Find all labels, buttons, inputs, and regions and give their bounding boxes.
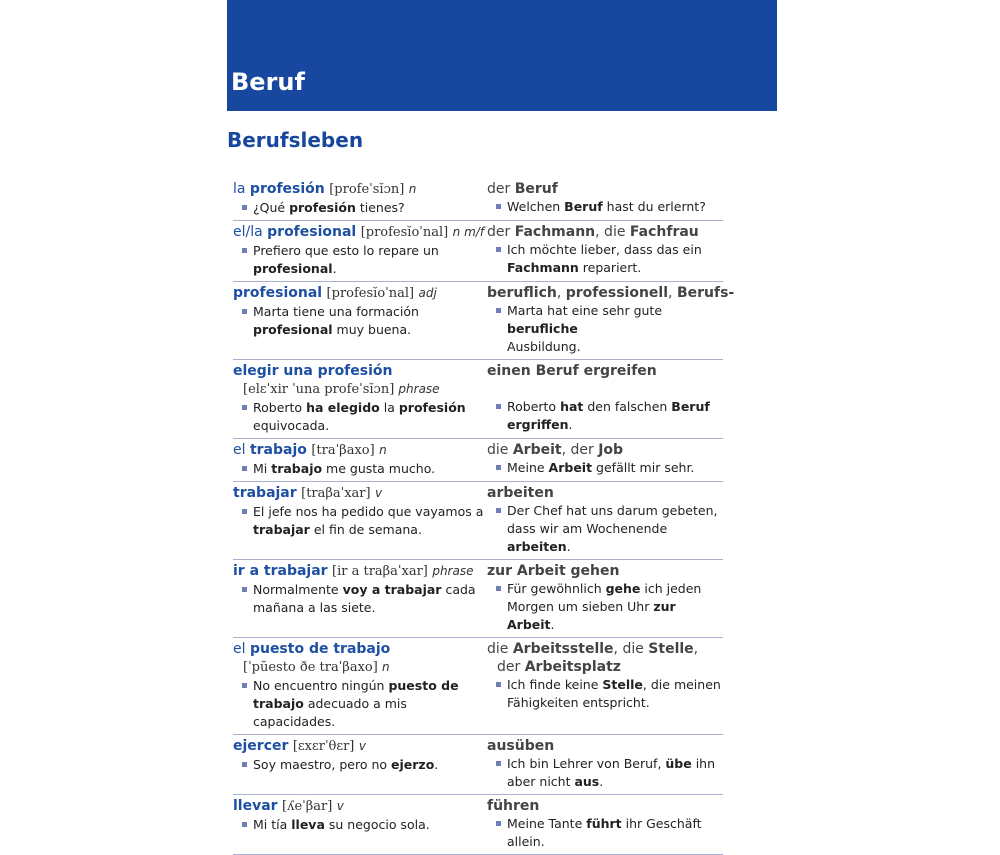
translation-text: der bbox=[487, 181, 515, 197]
spanish-column bbox=[233, 737, 487, 791]
german-column bbox=[487, 484, 723, 556]
translation-word: Beruf bbox=[514, 181, 558, 197]
german-column bbox=[487, 362, 723, 435]
example-text: Marta tiene una formación bbox=[253, 304, 419, 319]
example-keyword: trabajar bbox=[253, 522, 310, 537]
example-text: No encuentro ningún bbox=[253, 678, 389, 693]
example-text: tienes? bbox=[355, 200, 405, 215]
example-text: Für gewöhnlich bbox=[507, 581, 606, 596]
translation-indent bbox=[487, 659, 621, 675]
spanish-column bbox=[233, 223, 487, 278]
example-text: Mi tía bbox=[253, 817, 292, 832]
article: el/la bbox=[233, 224, 268, 240]
translation-text: die bbox=[487, 641, 513, 657]
german-example bbox=[487, 580, 723, 634]
headword-line bbox=[233, 362, 487, 380]
pronunciation: [profesĭoˈnal] bbox=[326, 286, 415, 301]
example-text: den falschen bbox=[583, 399, 672, 414]
spanish-example bbox=[233, 677, 487, 731]
example-text: Der Chef hat uns darum gebeten, bbox=[507, 503, 718, 518]
headword: llevar bbox=[233, 798, 278, 814]
example-keyword: führt bbox=[586, 816, 622, 831]
headword: profesional bbox=[267, 224, 357, 240]
headword-line bbox=[233, 441, 487, 460]
german-column bbox=[487, 737, 723, 791]
headword: puesto de trabajo bbox=[249, 641, 391, 657]
headword-line bbox=[233, 180, 487, 199]
dictionary-entry bbox=[233, 795, 723, 855]
headword: trabajo bbox=[249, 442, 307, 458]
article: el bbox=[233, 641, 250, 657]
pronunciation: [ˈpŭesto ðe traˈβaxo] bbox=[243, 660, 378, 675]
translation-line bbox=[487, 737, 723, 755]
spanish-column bbox=[233, 484, 487, 556]
headword-line bbox=[233, 484, 487, 503]
chapter-banner bbox=[227, 0, 777, 111]
german-example bbox=[487, 198, 723, 216]
spanish-column bbox=[233, 640, 487, 731]
german-example bbox=[487, 459, 723, 477]
example-keyword: profesional bbox=[253, 322, 333, 337]
example-text: capacidades. bbox=[253, 714, 336, 729]
headword: trabajar bbox=[233, 485, 297, 501]
example-keyword: gehe bbox=[605, 581, 641, 596]
translation-line bbox=[487, 484, 723, 502]
example-text: muy buena. bbox=[332, 322, 412, 337]
example-text: gefällt mir sehr. bbox=[592, 460, 695, 475]
section-title: Berufsleben bbox=[227, 128, 364, 152]
example-text: , die meinen bbox=[642, 677, 721, 692]
translation-line bbox=[487, 658, 723, 676]
translation-text: , bbox=[668, 285, 677, 301]
example-keyword: aus bbox=[574, 774, 600, 789]
headword: elegir una profesión bbox=[233, 363, 393, 379]
translation-word: Arbeitsplatz bbox=[524, 659, 621, 675]
translation-line bbox=[487, 223, 723, 241]
example-text: Mi bbox=[253, 461, 272, 476]
example-text: ihn bbox=[691, 756, 716, 771]
translation-text: die bbox=[487, 442, 513, 458]
example-keyword: ha elegido bbox=[306, 400, 380, 415]
dictionary-entry bbox=[233, 735, 723, 795]
example-keyword: ergriffen bbox=[507, 417, 569, 432]
part-of-speech: n m/f bbox=[452, 225, 485, 239]
dictionary-entry bbox=[233, 360, 723, 439]
dictionary-entry bbox=[233, 560, 723, 638]
example-text: equivocada. bbox=[253, 418, 330, 433]
translation-text: , die bbox=[613, 641, 649, 657]
part-of-speech: v bbox=[336, 799, 344, 813]
translation-word: ausüben bbox=[487, 738, 555, 754]
example-text: Meine Tante bbox=[507, 816, 587, 831]
spanish-example bbox=[233, 199, 487, 217]
example-keyword: trabajo bbox=[253, 696, 304, 711]
example-keyword: zur Arbeit bbox=[507, 599, 676, 632]
example-text: Roberto bbox=[253, 400, 307, 415]
pronunciation: [profeˈsĭɔn] bbox=[329, 182, 405, 197]
part-of-speech: phrase bbox=[398, 382, 440, 396]
spanish-column bbox=[233, 797, 487, 851]
example-text: me gusta mucho. bbox=[322, 461, 436, 476]
example-text: . bbox=[434, 757, 439, 772]
example-text: Soy maestro, pero no bbox=[253, 757, 392, 772]
translation-word: zur Arbeit gehen bbox=[487, 563, 620, 579]
example-text: Ausbildung. bbox=[507, 339, 581, 354]
example-text: Fähigkeiten entspricht. bbox=[507, 695, 650, 710]
example-text: allein. bbox=[507, 834, 545, 849]
translation-word: Arbeitsstelle bbox=[512, 641, 614, 657]
example-keyword: arbeiten bbox=[507, 539, 567, 554]
example-text: adecuado a mis bbox=[303, 696, 407, 711]
german-column bbox=[487, 180, 723, 217]
translation-text: , die bbox=[595, 224, 630, 240]
example-text: la bbox=[379, 400, 399, 415]
headword: ir a trabajar bbox=[233, 563, 328, 579]
translation-word: Fachmann bbox=[514, 224, 596, 240]
translation-text: der bbox=[497, 659, 525, 675]
example-text: cada bbox=[441, 582, 476, 597]
spanish-example bbox=[233, 581, 487, 617]
pronunciation: [traβaˈxar] bbox=[301, 486, 371, 501]
spanish-example bbox=[233, 399, 487, 435]
pronunciation: [ɛxɛrˈθɛr] bbox=[292, 739, 355, 754]
pronunciation: [elɛˈxir ˈuna profeˈsĭɔn] bbox=[243, 382, 395, 397]
spanish-example bbox=[233, 503, 487, 539]
example-keyword: voy a trabajar bbox=[342, 582, 442, 597]
translation-line bbox=[487, 640, 723, 658]
german-column bbox=[487, 562, 723, 634]
example-keyword: Arbeit bbox=[548, 460, 593, 475]
example-keyword: Beruf bbox=[671, 399, 710, 414]
spanish-example bbox=[233, 242, 487, 278]
example-text: ¿Qué bbox=[253, 200, 290, 215]
example-text: Welchen bbox=[507, 199, 565, 214]
spanish-example bbox=[233, 816, 487, 834]
headword-line bbox=[233, 562, 487, 581]
dictionary-entry bbox=[233, 178, 723, 221]
example-text: Meine bbox=[507, 460, 549, 475]
dictionary-page bbox=[227, 0, 777, 849]
example-keyword: Fachmann bbox=[507, 260, 579, 275]
german-example bbox=[487, 302, 723, 356]
pronunciation: [profesĭoˈnal] bbox=[360, 225, 449, 240]
spanish-column bbox=[233, 284, 487, 356]
part-of-speech: v bbox=[358, 739, 366, 753]
example-text: su negocio sola. bbox=[324, 817, 430, 832]
example-text: ihr Geschäft bbox=[621, 816, 702, 831]
dictionary-entry bbox=[233, 482, 723, 560]
spanish-column bbox=[233, 441, 487, 478]
translation-line bbox=[487, 284, 735, 302]
pronunciation: [ir a traβaˈxar] bbox=[332, 564, 428, 579]
example-text: El jefe nos ha pedido que vayamos a bbox=[253, 504, 484, 519]
example-text: el fin de semana. bbox=[309, 522, 422, 537]
dictionary-entry bbox=[233, 282, 735, 360]
spanish-column bbox=[233, 562, 487, 634]
example-keyword: profesión bbox=[398, 400, 466, 415]
german-column bbox=[487, 284, 735, 356]
translation-line bbox=[487, 441, 723, 459]
headword: profesión bbox=[249, 181, 325, 197]
headword: ejercer bbox=[233, 738, 289, 754]
example-text: . bbox=[566, 539, 571, 554]
german-example bbox=[487, 398, 723, 434]
german-column bbox=[487, 640, 723, 731]
example-text: hast du erlernt? bbox=[602, 199, 706, 214]
german-column bbox=[487, 441, 723, 478]
example-keyword: profesión bbox=[289, 200, 356, 215]
part-of-speech: v bbox=[375, 486, 383, 500]
translation-word: Job bbox=[598, 442, 624, 458]
spanish-column bbox=[233, 362, 487, 435]
example-keyword: lleva bbox=[291, 817, 325, 832]
spanish-example bbox=[233, 303, 487, 339]
example-keyword: trabajo bbox=[271, 461, 323, 476]
example-text: Prefiero que esto lo repare un bbox=[253, 243, 439, 258]
translation-word: arbeiten bbox=[487, 485, 554, 501]
chapter-title: Beruf bbox=[231, 68, 305, 96]
example-text: Normalmente bbox=[253, 582, 343, 597]
spanish-column bbox=[233, 180, 487, 217]
example-keyword: hat bbox=[560, 399, 584, 414]
translation-text: der bbox=[487, 224, 515, 240]
example-text: Roberto bbox=[507, 399, 561, 414]
example-text: Ich möchte lieber, dass das ein bbox=[507, 242, 702, 257]
example-keyword: übe bbox=[665, 756, 692, 771]
german-example bbox=[487, 502, 723, 556]
entry-list bbox=[233, 178, 735, 855]
headword-line bbox=[233, 737, 487, 756]
translation-word: Stelle bbox=[648, 641, 694, 657]
example-keyword: berufliche bbox=[507, 321, 578, 336]
headword: profesional bbox=[233, 285, 323, 301]
example-text: Marta hat eine sehr gute bbox=[507, 303, 663, 318]
part-of-speech: phrase bbox=[432, 564, 474, 578]
example-text: . bbox=[332, 261, 337, 276]
translation-line bbox=[487, 180, 723, 198]
example-keyword: Beruf bbox=[564, 199, 603, 214]
article: la bbox=[233, 181, 250, 197]
part-of-speech: n bbox=[379, 443, 387, 457]
example-text: . bbox=[568, 417, 573, 432]
dictionary-entry bbox=[233, 221, 723, 282]
translation-word: professionell bbox=[565, 285, 669, 301]
translation-word: führen bbox=[487, 798, 540, 814]
article: el bbox=[233, 442, 250, 458]
german-example bbox=[487, 755, 723, 791]
part-of-speech: n bbox=[381, 660, 390, 674]
example-text: . bbox=[599, 774, 604, 789]
headword-line bbox=[233, 223, 487, 242]
german-example bbox=[487, 676, 723, 712]
example-keyword: ejerzo bbox=[391, 757, 435, 772]
dictionary-entry bbox=[233, 638, 723, 735]
example-text: . bbox=[550, 617, 555, 632]
german-column bbox=[487, 223, 723, 278]
part-of-speech: n bbox=[408, 182, 417, 196]
german-example bbox=[487, 241, 723, 277]
example-text: mañana a las siete. bbox=[253, 600, 376, 615]
spanish-example bbox=[233, 756, 487, 774]
example-text: Morgen um sieben Uhr bbox=[507, 599, 654, 614]
example-keyword: puesto de bbox=[388, 678, 459, 693]
german-example bbox=[487, 815, 723, 851]
translation-line bbox=[487, 562, 723, 580]
part-of-speech: adj bbox=[418, 286, 437, 300]
example-text: Ich finde keine bbox=[507, 677, 603, 692]
translation-line bbox=[487, 362, 723, 380]
pronunciation-line bbox=[233, 380, 487, 399]
example-keyword: profesional bbox=[253, 261, 333, 276]
german-column bbox=[487, 797, 723, 851]
example-keyword: Stelle bbox=[602, 677, 643, 692]
translation-word: einen Beruf ergreifen bbox=[487, 363, 657, 379]
example-text: ich jeden bbox=[640, 581, 702, 596]
spanish-example bbox=[233, 460, 487, 478]
translation-word: beruflich bbox=[487, 285, 557, 301]
example-text: dass wir am Wochenende bbox=[507, 521, 668, 536]
pronunciation-line bbox=[233, 658, 487, 677]
translation-text: , bbox=[693, 641, 699, 657]
translation-word: Arbeit bbox=[512, 442, 562, 458]
headword-line bbox=[233, 640, 487, 658]
pronunciation: [ʎeˈβar] bbox=[282, 799, 333, 814]
pronunciation: [traˈβaxo] bbox=[311, 443, 375, 458]
translation-word: Fachfrau bbox=[629, 224, 699, 240]
translation-word: Berufs- bbox=[676, 285, 735, 301]
example-text: repariert. bbox=[578, 260, 642, 275]
example-text: aber nicht bbox=[507, 774, 575, 789]
spacer bbox=[487, 380, 723, 398]
translation-text: , bbox=[556, 285, 566, 301]
example-text: Ich bin Lehrer von Beruf, bbox=[507, 756, 666, 771]
headword-line bbox=[233, 284, 487, 303]
dictionary-entry bbox=[233, 439, 723, 482]
translation-text: , der bbox=[561, 442, 599, 458]
